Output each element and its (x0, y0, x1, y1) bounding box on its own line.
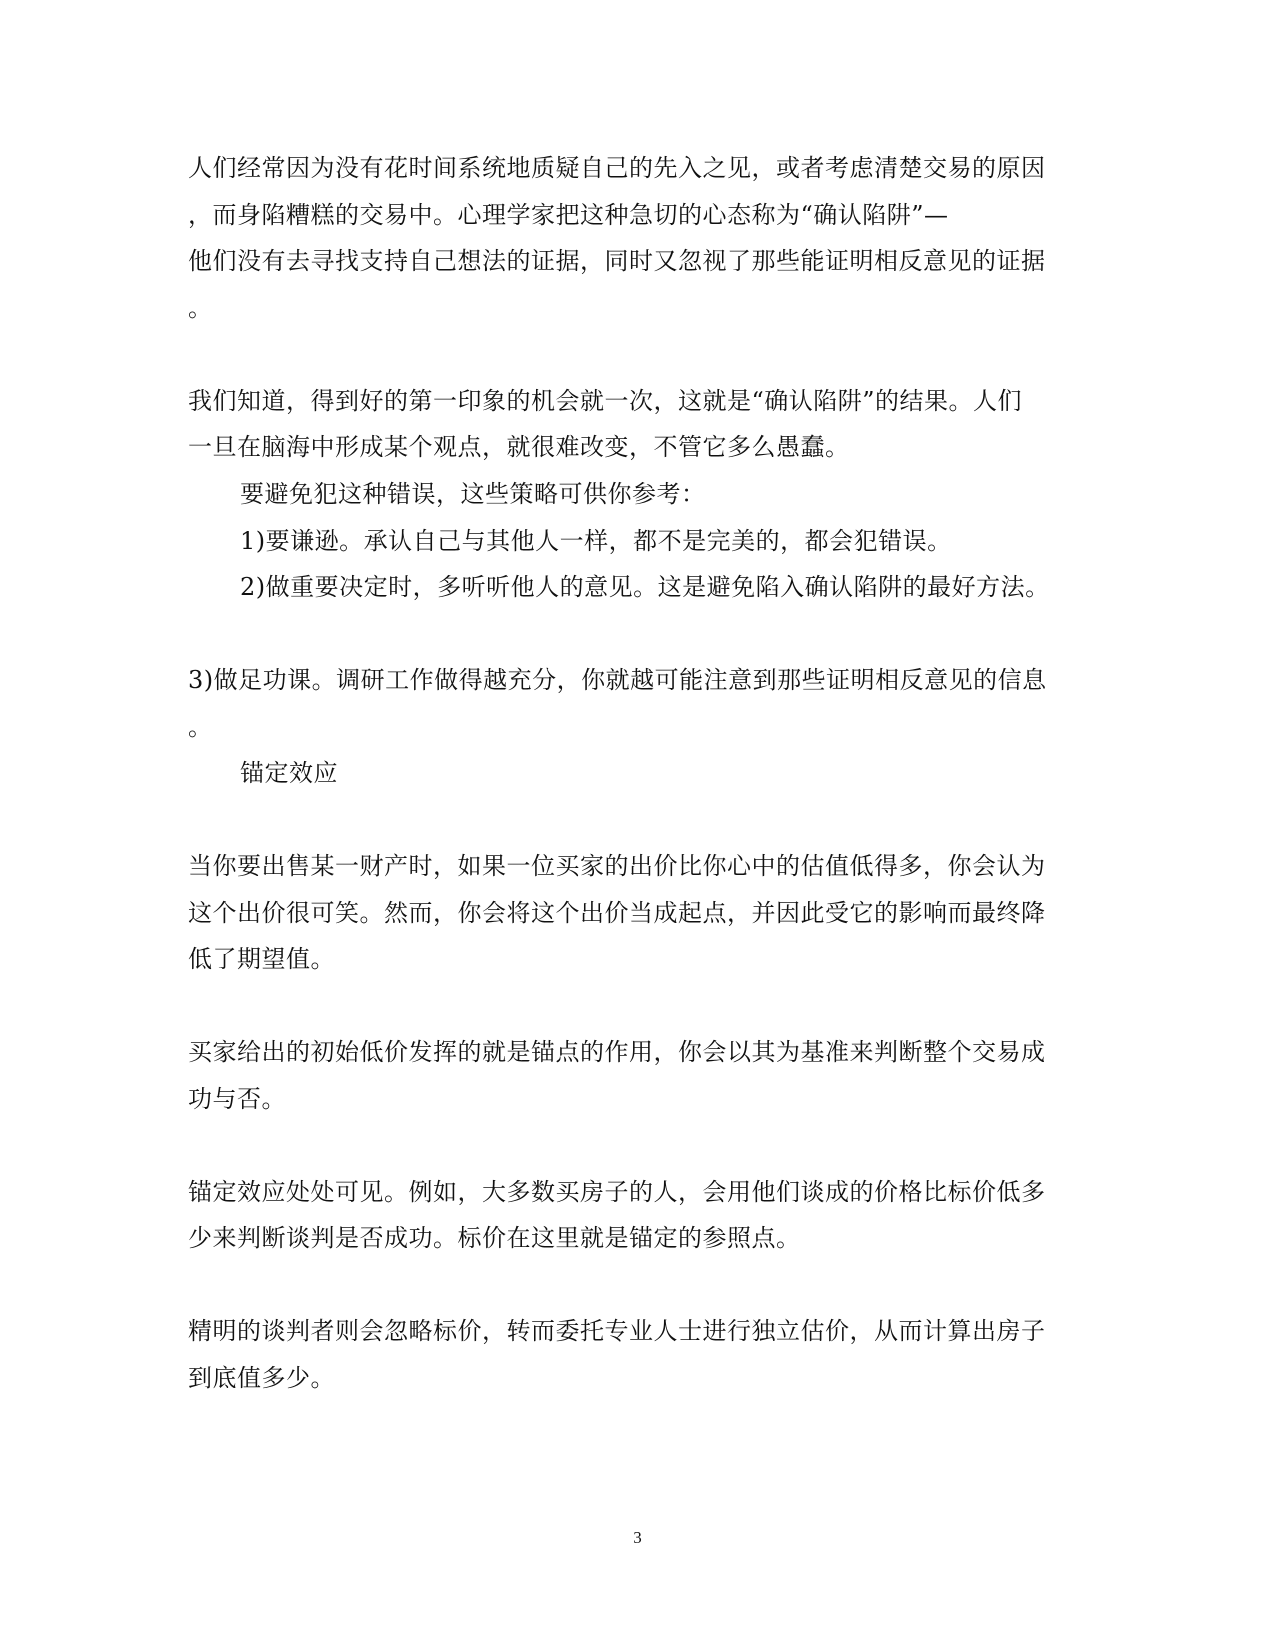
paragraph-10-line-1: 锚定效应处处可见。例如，大多数买房子的人，会用他们谈成的价格比标价低多 (188, 1178, 1046, 1206)
paragraph-1-line-2: ，而身陷糟糕的交易中。心理学家把这种急切的心态称为“确认陷阱”— (188, 201, 949, 229)
paragraph-2-line-1: 我们知道，得到好的第一印象的机会就一次，这就是“确认陷阱”的结果。人们 (188, 387, 1023, 415)
paragraph-1-line-4: 。 (188, 294, 213, 322)
strategy-item-3-line-1: 3)做足功课。调研工作做得越充分，你就越可能注意到那些证明相反意见的信息 (188, 666, 1047, 694)
paragraph-1-line-3: 他们没有去寻找支持自己想法的证据，同时又忽视了那些能证明相反意见的证据 (188, 247, 1046, 275)
strategy-intro: 要避免犯这种错误，这些策略可供你参考： (240, 480, 706, 508)
paragraph-1-line-1: 人们经常因为没有花时间系统地质疑自己的先入之见，或者考虑清楚交易的原因 (188, 154, 1046, 182)
paragraph-8-line-2: 这个出价很可笑。然而，你会将这个出价当成起点，并因此受它的影响而最终降 (188, 899, 1046, 927)
paragraph-9-line-2: 功与否。 (188, 1085, 286, 1113)
paragraph-2-line-2: 一旦在脑海中形成某个观点，就很难改变，不管它多么愚蠢。 (188, 433, 850, 461)
paragraph-11-line-1: 精明的谈判者则会忽略标价，转而委托专业人士进行独立估价，从而计算出房子 (188, 1317, 1046, 1345)
paragraph-8-line-1: 当你要出售某一财产时，如果一位买家的出价比你心中的估值低得多，你会认为 (188, 852, 1046, 880)
paragraph-8-line-3: 低了期望值。 (188, 945, 335, 973)
page-number: 3 (633, 1528, 642, 1547)
paragraph-9-line-1: 买家给出的初始低价发挥的就是锚点的作用，你会以其为基准来判断整个交易成 (188, 1038, 1046, 1066)
section-heading-anchoring: 锚定效应 (240, 759, 338, 787)
strategy-item-2: 2)做重要决定时，多听听他人的意见。这是避免陷入确认陷阱的最好方法。 (240, 573, 1050, 601)
paragraph-10-line-2: 少来判断谈判是否成功。标价在这里就是锚定的参照点。 (188, 1224, 801, 1252)
strategy-item-3-line-2: 。 (188, 713, 213, 741)
paragraph-11-line-2: 到底值多少。 (188, 1364, 335, 1392)
strategy-item-1: 1)要谦逊。承认自己与其他人一样，都不是完美的，都会犯错误。 (240, 527, 952, 555)
